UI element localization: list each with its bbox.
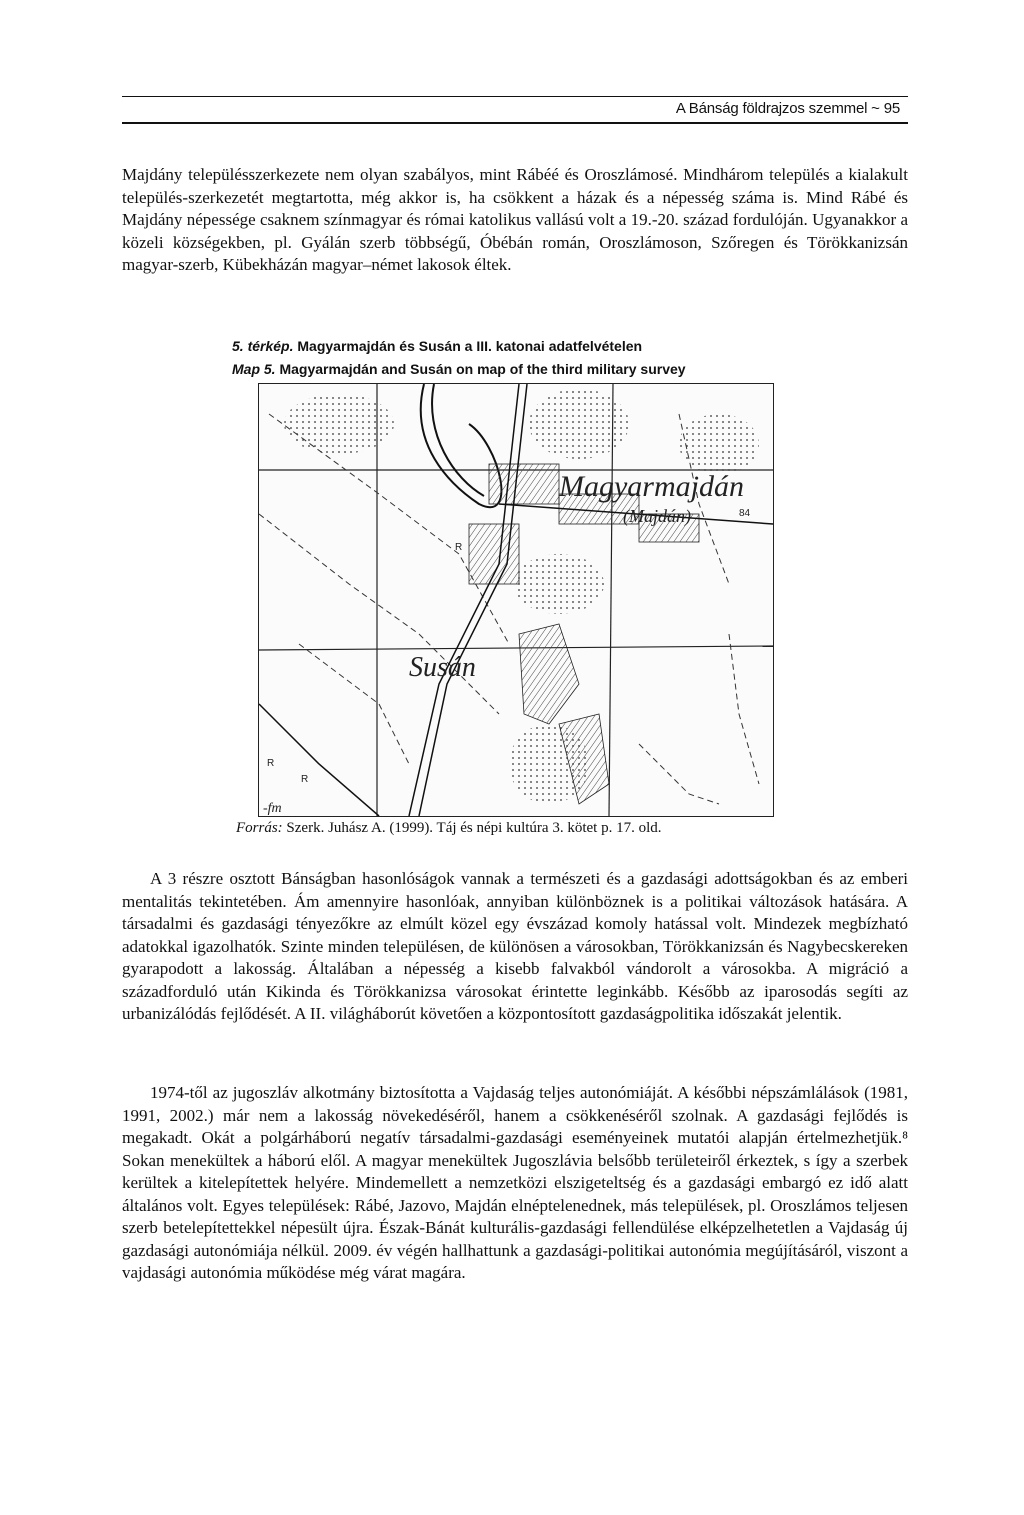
source-text: Szerk. Juhász A. (1999). Táj és népi kultúra 3. kötet p. 17. old. <box>286 820 662 836</box>
map-label-r2: R <box>267 758 275 769</box>
figure-source <box>236 818 836 838</box>
figure-caption-en <box>232 360 792 378</box>
paragraph-1: Majdány településszerkezete nem olyan szabályos, mint Rábéé és Oroszlámosé. Mindhárom település a kialakult település-szerkezetét megtartotta, még akkor is, ha csökkent a házak és a népesség száma is. Mind Rábé és Majdány népessége csaknem színmagyar és római katolikus vallású volt a 19.-20. század fordulóján. Ugyanakkor a közeli községekben, pl. Gyálán szerb többségű, Óbébán román, Oroszlámoson, Szőregen és Törökkanizsán magyar-szerb, Kübekházán magyar–német lakosok éltek. <box>122 165 908 274</box>
paragraph-3: 1974-től az jugoszláv alkotmány biztosította a Vajdaság teljes autonómiáját. A későbbi népszámlálások (1981, 1991, 2002.) már nem a lakosság növekedéséről, hanem a csökkenéséről szolnak. A gazdasági fejlődés is megakadt. Okát a polgárháború negatív társadalmi-gazdasági eseményeinek mutatói alapján értelmezhetjük.⁸ Sokan menekültek a háború elől. A magyar menekültek Jugoszlávia belsőbb területeiről érkeztek, s így a szerbek kerültek a kitelepítettek helyére. Mindemellett a nemzetközi elszigeteltség és a gazdasági embargó ez idő alatt általános volt. Egyes települések: Rábé, Jazovo, Majdán elnéptelenednek, más települések, pl. Oroszlámos teljesen szerb betelepítettekkel népesült újra. Észak-Bánát kulturális-gazdasági fellendülése elképzelhetetlen a Vajdaság új gazdasági autonómiája nélkül. 2009. év végén hallhattunk a gazdasági-politikai autonómia megújításáról, viszont a vajdasági autonómia működése még várat magára. <box>122 1083 908 1282</box>
map-label-fm: -fm <box>263 801 282 816</box>
source-label: Forrás: <box>236 820 283 836</box>
header-bottom-rule <box>122 122 908 124</box>
map-label-majdan: (Majdán) <box>623 506 691 526</box>
map-label-susan: Susán <box>409 652 476 683</box>
figure-caption-hu <box>232 337 792 355</box>
figure-number-hu: 5. térkép. <box>232 338 294 354</box>
map-label-84: 84 <box>739 508 751 519</box>
map-drawing <box>259 384 773 816</box>
figure-number-en: Map 5. <box>232 361 276 377</box>
map-label-magyarmajdan: Magyarmajdán <box>559 470 744 503</box>
running-title: A Bánság földrajzos szemmel ~ 95 <box>675 100 900 117</box>
map-label-r3: R <box>301 774 309 785</box>
historic-map <box>258 383 774 817</box>
running-header <box>122 96 908 124</box>
figure-title-en: Magyarmajdán and Susán on map of the third military survey <box>279 361 686 377</box>
figure-title-hu: Magyarmajdán és Susán a III. katonai adatfelvételen <box>297 338 643 354</box>
paragraph-2: A 3 részre osztott Bánságban hasonlóságok vannak a természeti és a gazdasági adottságokban és az emberi mentalitás tekintetében. Ám amennyire hasonlóak, annyiban különböznek is a politikai változások hatására. A társadalmi és gazdasági tényezőkre az elmúlt közel egy évszázad komoly hatással volt. Mindezek megbízható adatokkal igazolhatók. Szinte minden településen, de különösen a városokban, Törökkanizsán és Nagybecskereken gyarapodott a lakosság. Általában a népesség a kisebb falvakból vándorolt a városokba. A migráció a századforduló után Kikinda és Törökkanizsa városokat érintette leginkább. Később az iparosodás segíti az urbanizálódás fejlődését. A II. világháborút követően a központosított gazdaságpolitika időszakát jelentik. <box>122 869 908 1023</box>
map-label-r1: R <box>455 542 463 553</box>
map-vegetation <box>284 389 759 804</box>
